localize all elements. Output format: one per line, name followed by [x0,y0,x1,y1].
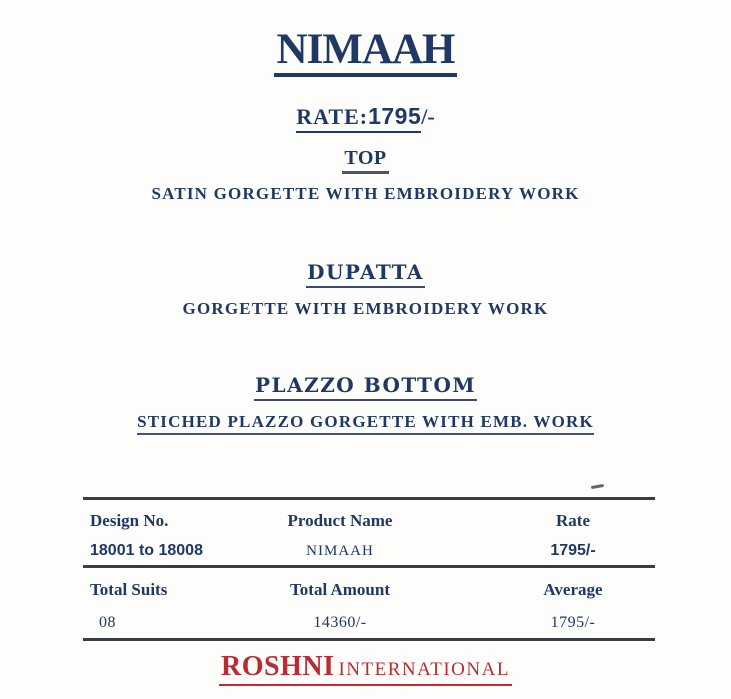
section-description-dupatta: GORGETTE WITH EMBROIDERY WORK [182,299,549,318]
label-total-suits: Total Suits [90,580,168,599]
rate-value: 1795 [368,103,422,129]
header-design-no: Design No. [90,511,169,530]
table-row-totals-labels [83,568,655,608]
label-average: Average [543,580,603,599]
cell-design-range: 18001 to 18008 [90,542,203,559]
value-average: 1795/- [550,614,596,631]
footer-brand [0,651,731,686]
section-description-plazzo-bottom-text: STICHED PLAZZO GORGETTE WITH EMB. WORK [137,412,594,435]
rate-suffix: /- [421,104,435,129]
rate-line [0,103,731,133]
label-total-amount: Total Amount [290,580,390,599]
header-rate: Rate [556,511,590,530]
section-heading-plazzo-bottom [0,373,731,401]
section-description-plazzo-bottom [0,412,731,435]
section-description-top: SATIN GORGETTE WITH EMBROIDERY WORK [151,184,580,203]
table-header-row [83,500,655,537]
cell-rate-value: 1795/- [550,542,596,559]
section-heading-dupatta [0,260,731,288]
rate-label: RATE: [296,104,369,129]
section-heading-dupatta-text: DUPATTA [306,260,425,288]
brand-title-text: NIMAAH [274,27,458,77]
page-title [0,27,731,77]
value-total-suits: 08 [99,614,116,631]
cell-product-name: NIMAAH [306,542,374,559]
footer-brand-underlined-group [219,651,512,686]
footer-brand-name: ROSHNI [221,651,335,682]
price-table [83,497,655,641]
value-total-amount: 14360/- [313,614,367,631]
rate-underlined-group [296,103,421,133]
header-product-name: Product Name [287,511,393,530]
table-row-totals-values [83,608,655,638]
scan-artifact-mark [591,484,604,489]
footer-brand-suffix: INTERNATIONAL [338,659,510,680]
section-heading-top-text: TOP [342,147,388,174]
section-heading-top [0,147,731,174]
table-row-design-values [83,537,655,568]
section-heading-plazzo-bottom-text: PLAZZO BOTTOM [254,373,477,401]
